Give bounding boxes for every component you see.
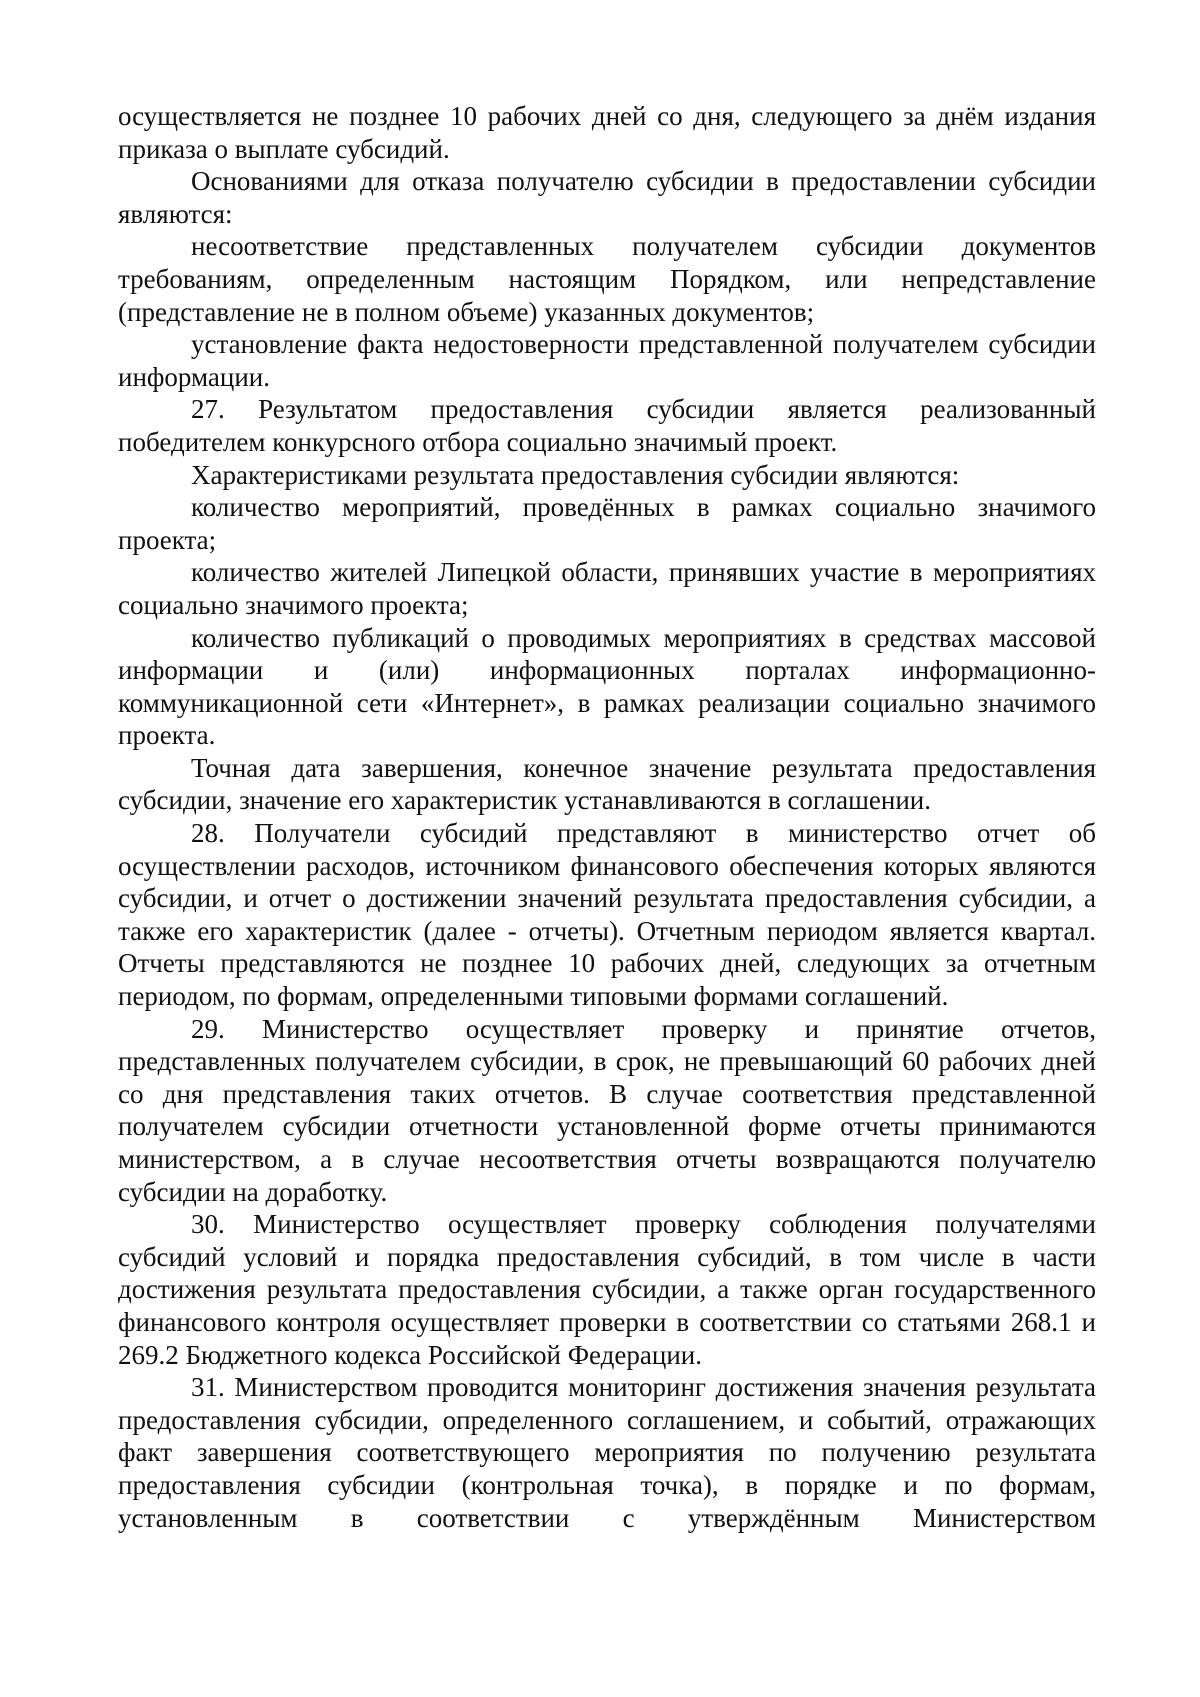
paragraph-refusal-unreliable-info: установление факта недостоверности представленной получателем субсидии информации. [118,329,1096,392]
paragraph-characteristic-publications: количество публикаций о проводимых мероприятиях в средствах массовой информации и (или) информационных порталах информационно-коммуникационной сети «Интернет», в рамках реализации социально значимого проекта. [118,622,1096,751]
paragraph-characteristic-events: количество мероприятий, проведённых в рамках социально значимого проекта; [118,492,1096,555]
paragraph-continuation: осуществляется не позднее 10 рабочих дней со дня, следующего за днём издания приказа о выплате субсидий. [118,101,1096,164]
paragraph-result-characteristics: Характеристиками результата предоставления субсидии являются: [191,459,960,490]
paragraph-28-reports: 28. Получатели субсидий представляют в министерство отчет об осуществлении расходов, источником финансового обеспечения которых являются субсидии, и отчет о достижении значений результата предоставления субсидии, а также его характеристик (далее - отчеты). Отчетным периодом является квартал. Отчеты представляются не позднее 10 рабочих дней, следующих за отчетным периодом, по формам, определенными типовыми формами соглашений. [118,818,1096,1012]
paragraph-refusal-nonconformity: несоответствие представленных получателем субсидии документов требованиям, определенным настоящим Порядком, или непредставление (представление не в полном объеме) указанных документов; [118,231,1096,327]
paragraph-31-monitoring: 31. Министерством проводится мониторинг достижения значения результата предоставления субсидии, определенного соглашением, и событий, отражающих факт завершения соответствующего мероприятия по получению результата предоставления субсидии (контрольная точка), в порядке и по формам, установленным в соответствии с утверждённым Министерством [118,1372,1096,1533]
document-body [118,100,1096,1534]
paragraph-refusal-grounds: Основаниями для отказа получателю субсидии в предоставлении субсидии являются: [118,166,1096,229]
paragraph-27-result: 27. Результатом предоставления субсидии является реализованный победителем конкурсного отбора социально значимый проект. [118,394,1096,457]
paragraph-characteristic-residents: количество жителей Липецкой области, принявших участие в мероприятиях социально значимого проекта; [118,557,1096,620]
paragraph-29-verification: 29. Министерство осуществляет проверку и принятие отчетов, представленных получателем субсидии, в срок, не превышающий 60 рабочих дней со дня представления таких отчетов. В случае соответствия представленной получателем субсидии отчетности установленной форме отчеты принимаются министерством, а в случае несоответствия отчеты возвращаются получателю субсидии на доработку. [118,1013,1096,1207]
paragraph-exact-date: Точная дата завершения, конечное значение результата предоставления субсидии, значение его характеристик устанавливаются в соглашении. [118,752,1096,816]
paragraph-30-compliance-check: 30. Министерство осуществляет проверку соблюдения получателями субсидий условий и порядка предоставления субсидий, в том числе в части достижения результата предоставления субсидии, а также орган государственного финансового контроля осуществляет проверки в соответствии со статьями 268.1 и 269.2 Бюджетного кодекса Российской Федерации. [118,1209,1096,1370]
